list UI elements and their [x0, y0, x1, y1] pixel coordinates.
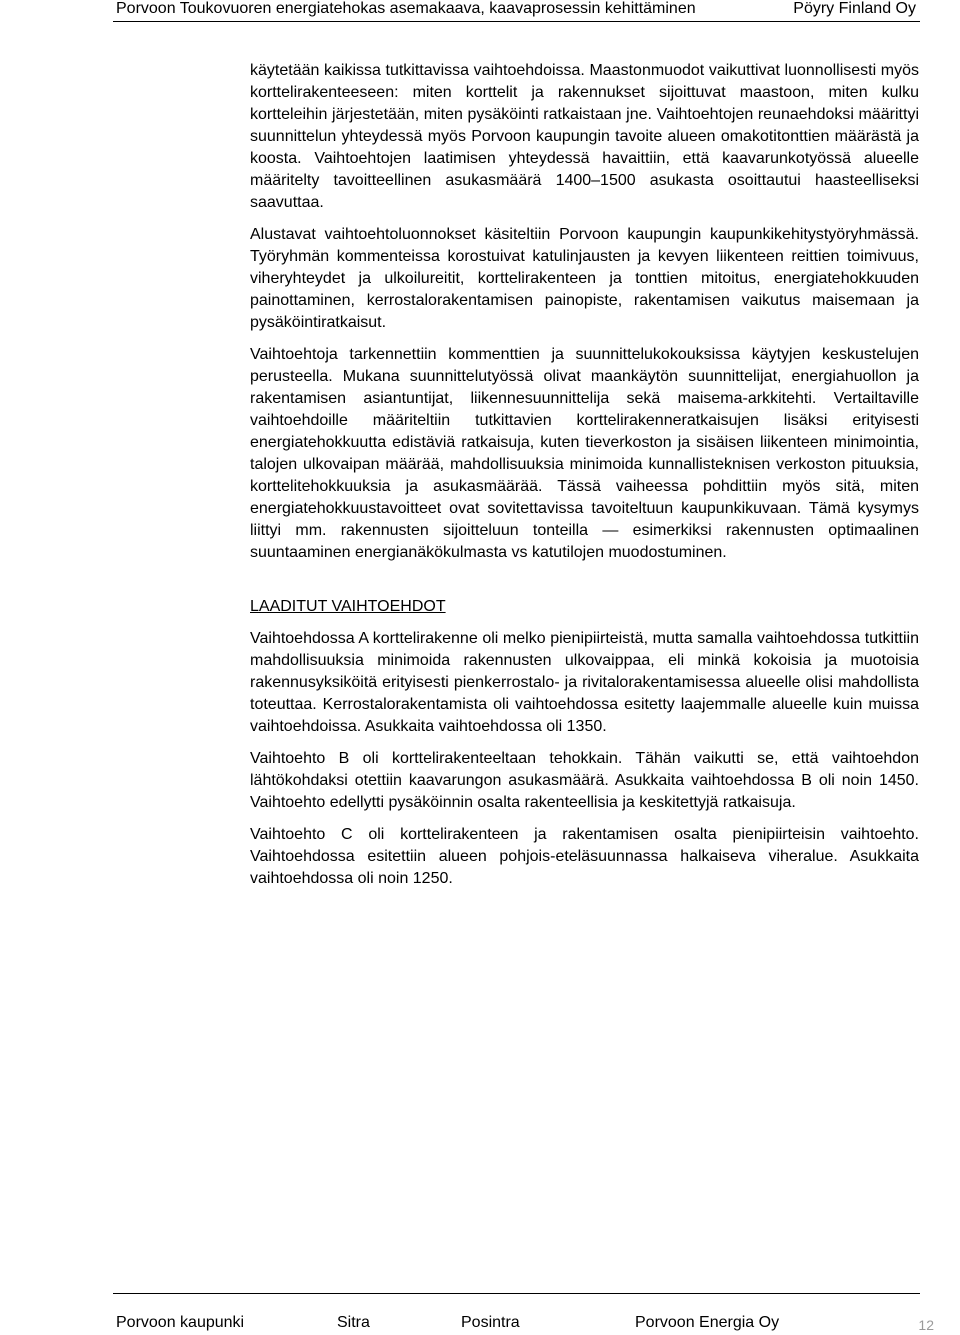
section-paragraph: Vaihtoehto B oli korttelirakenteeltaan tehokkain. Tähän vaikutti se, että vaihtoehdon lähtökohdaksi otettiin kaavarungon asukasmäärä. Asukkaita vaihtoehdossa B oli noin 1450. Vaihtoehto edellytti pysäköinnin osalta rakenteellisia ja keskitettyjä ratkaisuja. — [250, 750, 919, 811]
body-paragraph: käytetään kaikissa tutkittavissa vaihtoehdoissa. Maastonmuodot vaikuttivat luonnollisesti myös korttelirakenteeseen: miten korttelit ja rakennukset sijoittuvat maastoon, miten kulku kortteleihin järjestetään, miten pysäköinti ratkaistaan jne. Vaihtoehtojen reunaehdoksi määrittyi suunnittelun yhteydessä myös Porvoon kaupungin tavoite alueen omakotitonttien määrästä ja koosta. Vaihtoehtojen laatimisen yhteydessä havaittiin, että kaavarunkotyössä alueelle määritelty tavoitteellinen asukasmäärä 1400–1500 asukasta osoittautui haasteelliseksi saavuttaa. — [250, 62, 919, 211]
header-rule — [113, 21, 920, 22]
footer-partner: Posintra — [461, 1314, 520, 1331]
page-footer — [0, 1293, 960, 1335]
footer-partner: Sitra — [337, 1314, 370, 1331]
header-title: Porvoon Toukovuoren energiatehokas asemakaava, kaavaprosessin kehittäminen — [116, 0, 696, 17]
footer-rule — [113, 1293, 920, 1294]
document-body — [250, 60, 919, 900]
section-heading: LAADITUT VAIHTOEHDOT — [250, 598, 446, 615]
header-company: Pöyry Finland Oy — [793, 0, 916, 17]
footer-partner: Porvoon Energia Oy — [635, 1314, 780, 1331]
body-paragraph: Alustavat vaihtoehtoluonnokset käsiteltiin Porvoon kaupungin kaupunkikehitystyöryhmässä. Työryhmän kommenteissa korostuivat katulinjausten ja kevyen liikenteen reittien toimivuus, viheryhteydet ja ulkoilureitit, korttelirakenteen ja tonttien mitoitus, energiatehokkuuden painottaminen, kerrostalorakentamisen painopiste, rakentamisen vaikutus maisemaan ja pysäköintiratkaisut. — [250, 226, 919, 331]
page-header — [0, 0, 960, 20]
section-paragraph: Vaihtoehdossa A korttelirakenne oli melko pienipiirteistä, mutta samalla vaihtoehdossa tutkittiin mahdollisuuksia minimoida rakennusten ulkovaippaa, eli minkä kokoisia ja muotoisia rakennusyksiköitä erityisesti pienkerrostalo- ja rivitalorakentamisessa alueelle olisi mahdollista toteuttaa. Kerrostalorakentamista oli vaihtoehdossa esitetty laajemmalle alueelle kuin muissa vaihtoehdoissa. Asukkaita vaihtoehdossa oli 1350. — [250, 630, 919, 735]
page-number: 12 — [918, 1317, 934, 1333]
footer-partner: Porvoon kaupunki — [116, 1314, 245, 1331]
body-paragraph: Vaihtoehtoja tarkennettiin kommenttien ja suunnittelukokouksissa käytyjen keskustelujen perusteella. Mukana suunnittelutyössä olivat maankäytön suunnittelijat, energiahuollon ja rakentamisen asiantuntijat, liikennesuunnittelija sekä maisema-arkkitehti. Vertailtaville vaihtoehdoille määriteltiin tutkittavien korttelirakenneratkaisujen lisäksi erityisesti energiatehokkuutta edistäviä ratkaisuja, kuten tieverkoston ja sisäisen liikenteen minimointia, talojen ulkovaipan määrää, mahdollisuuksia minimoida kunnallisteknisen verkoston pituuksia, korttelitehokkuuksia ja asukasmäärää. Tässä vaiheessa pohdittiin myös sitä, miten energiatehokkuustavoitteet ovat sovitettavissa tavoiteltuun kaupunkikuvaan. Tämä kysymys liittyi mm. rakennusten sijoitteluun tonteilla — esimerkiksi rakennusten optimaalinen suuntaaminen energianäkökulmasta vs katutilojen muodostuminen. — [250, 346, 919, 561]
section-paragraph: Vaihtoehto C oli korttelirakenteen ja rakentamisen osalta pienipiirteisin vaihtoehto. Vaihtoehdossa esitettiin alueen pohjois-eteläsuunnassa halkaiseva viheralue. Asukkaita vaihtoehdossa oli noin 1250. — [250, 826, 919, 887]
